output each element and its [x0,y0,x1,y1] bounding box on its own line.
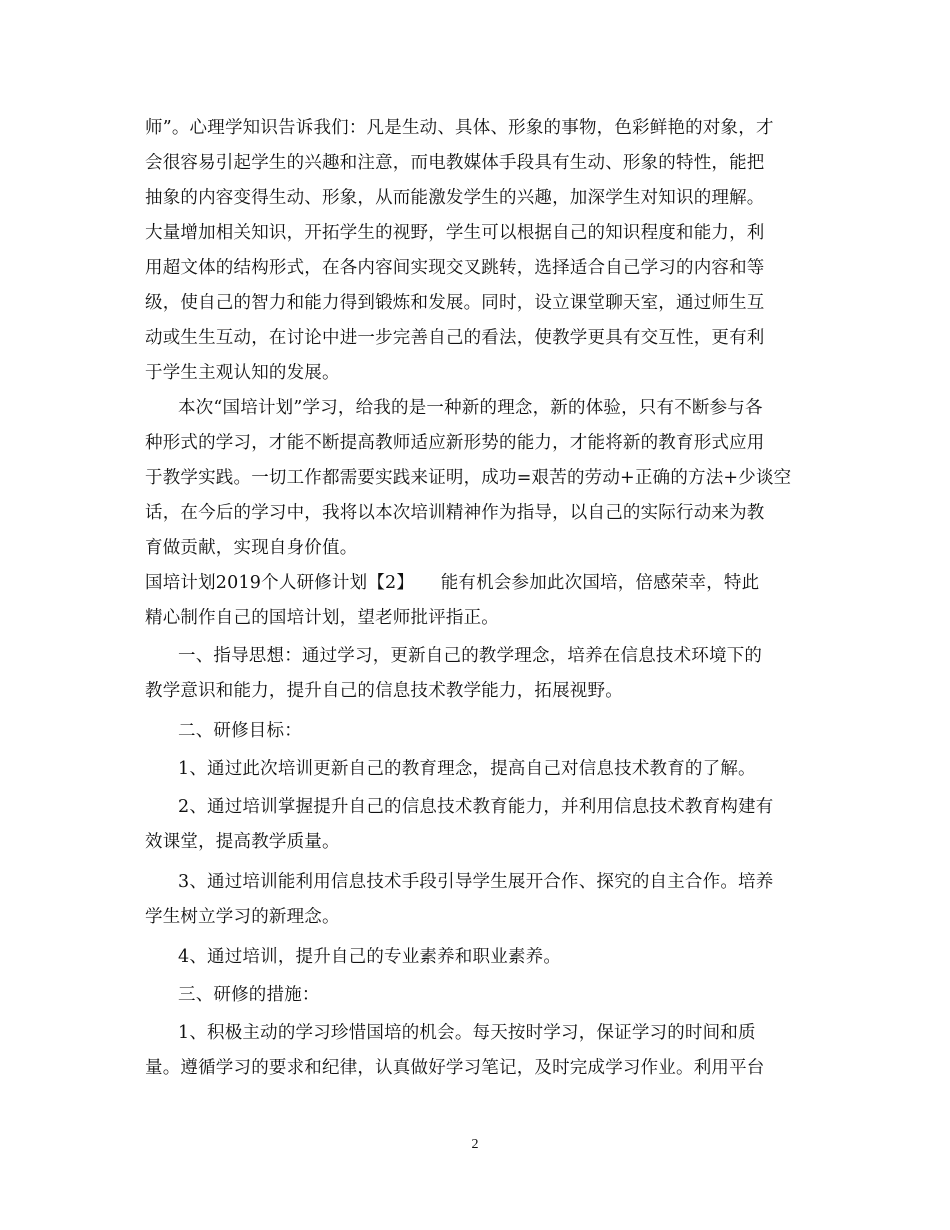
text-line: 教学意识和能力，提升自己的信息技术教学能力，拓展视野。 [145,681,623,701]
text-line: 二、研修目标： [178,721,302,741]
text-line: 量。遵循学习的要求和纪律，认真做好学习笔记，及时完成学习作业。利用平台 [145,1058,765,1078]
text-line: 4、通过培训，提升自己的专业素养和职业素养。 [178,947,562,967]
text-line: 1、积极主动的学习珍惜国培的机会。每天按时学习，保证学习的时间和质 [178,1023,756,1043]
section-heading-line: 国培计划2019个人研修计划【2】 能有机会参加此次国培，倍感荣幸，特此 [145,573,760,593]
text-line: 育做贡献，实现自身价值。 [145,538,358,558]
text-line: 用超文体的结构形式，在各内容间实现交叉跳转，选择适合自己学习的内容和等 [145,258,765,278]
text-line: 一、指导思想：通过学习，更新自己的教学理念，培养在信息技术环境下的 [178,646,763,666]
text-line: 三、研修的措施： [178,985,320,1005]
text-line: 效课堂，提高教学质量。 [145,832,340,852]
text-line: 师”。心理学知识告诉我们：凡是生动、具体、形象的事物，色彩鲜艳的对象，才 [145,118,774,138]
text-line: 3、通过培训能利用信息技术手段引导学生展开合作、探究的自主合作。培养 [178,872,774,892]
text-line: 种形式的学习，才能不断提高教师适应新形势的能力，才能将新的教育形式应用 [145,433,765,453]
text-line: 动或生生互动，在讨论中进一步完善自己的看法，使教学更具有交互性，更有利 [145,328,765,348]
text-line: 2、通过培训掌握提升自己的信息技术教育能力，并利用信息技术教育构建有 [178,797,774,817]
text-line: 本次“国培计划”学习，给我的是一种新的理念，新的体验，只有不断参与各 [178,398,763,418]
text-line: 大量增加相关知识，开拓学生的视野，学生可以根据自己的知识程度和能力，利 [145,223,765,243]
text-line: 话，在今后的学习中，我将以本次培训精神作为指导，以自己的实际行动来为教 [145,503,765,523]
text-line: 会很容易引起学生的兴趣和注意，而电教媒体手段具有生动、形象的特性，能把 [145,153,765,173]
text-line: 抽象的内容变得生动、形象，从而能激发学生的兴趣，加深学生对知识的理解。 [145,188,765,208]
text-line: 于学生主观认知的发展。 [145,363,340,383]
text-line: 学生树立学习的新理念。 [145,907,340,927]
text-line: 级，使自己的智力和能力得到锻炼和发展。同时，设立课堂聊天室，通过师生互 [145,293,765,313]
text-line: 于教学实践。一切工作都需要实践来证明，成功=艰苦的劳动+正确的方法+少谈空 [145,468,792,488]
text-line: 1、通过此次培训更新自己的教育理念，提高自己对信息技术教育的了解。 [178,759,756,779]
text-line: 精心制作自己的国培计划，望老师批评指正。 [145,608,499,628]
page-number: 2 [471,1137,479,1152]
